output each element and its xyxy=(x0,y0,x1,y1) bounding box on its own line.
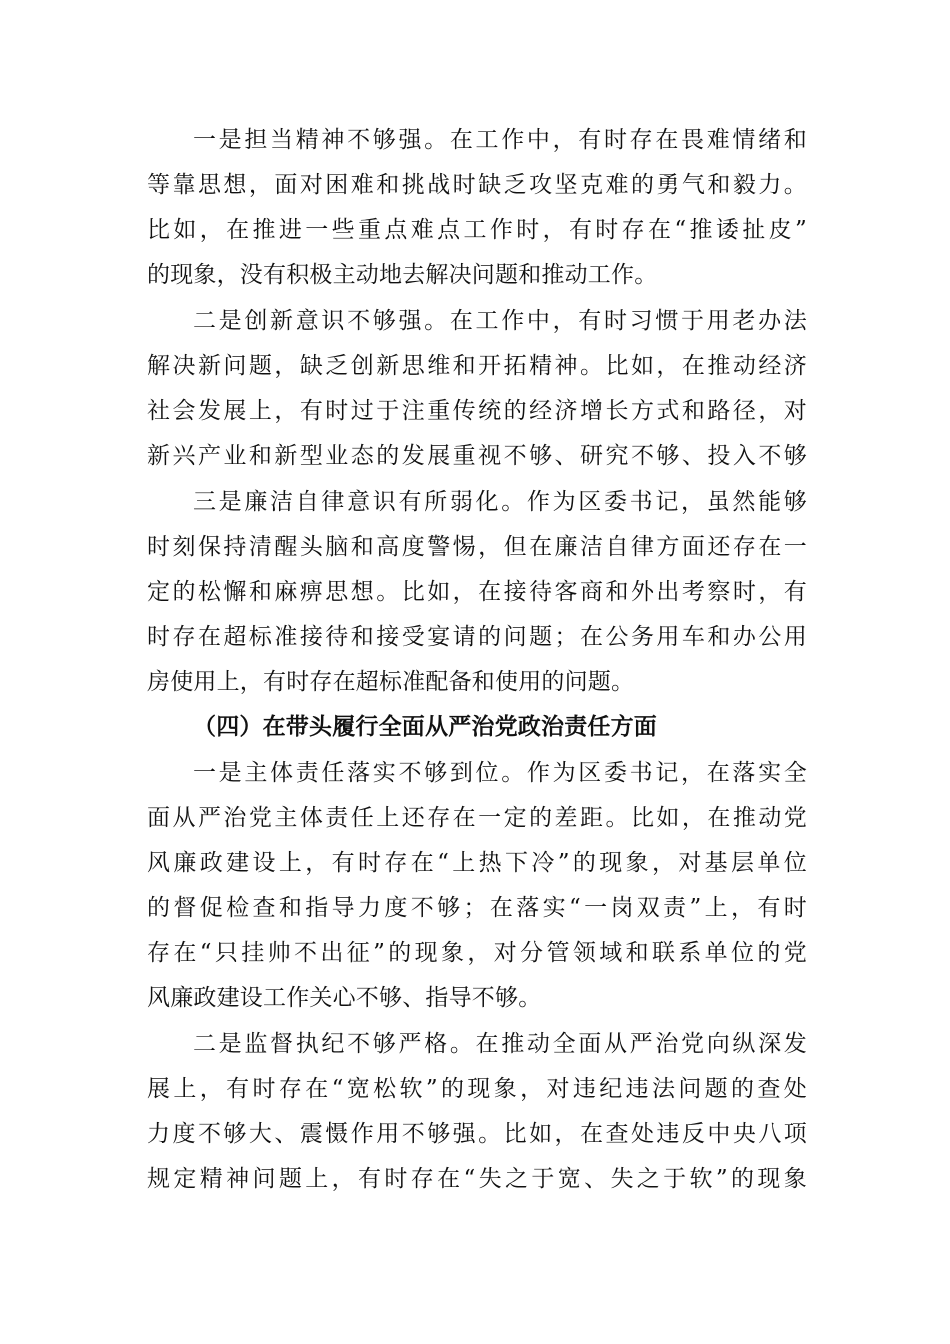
paragraph-3-line-2: 时刻保持清醒头脑和高度警惕，但在廉洁自律方面还存在一 xyxy=(147,534,807,560)
paragraph-1-line-2: 等靠思想，面对困难和挑战时缺乏攻坚克难的勇气和毅力。 xyxy=(147,172,807,198)
paragraph-2-line-4: 新兴产业和新型业态的发展重视不够、研究不够、投入不够 xyxy=(147,443,807,469)
paragraph-3-line-5: 房使用上，有时存在超标准配备和使用的问题。 xyxy=(147,669,635,695)
paragraph-4-line-6: 风廉政建设工作关心不够、指导不够。 xyxy=(147,985,542,1011)
paragraph-3-line-1: 三是廉洁自律意识有所弱化。作为区委书记，虽然能够 xyxy=(193,489,807,515)
paragraph-2-line-1: 二是创新意识不够强。在工作中，有时习惯于用老办法 xyxy=(193,308,807,334)
paragraph-4-line-3: 风廉政建设上，有时存在“上热下冷”的现象，对基层单位 xyxy=(147,850,807,876)
paragraph-5-line-1: 二是监督执纪不够严格。在推动全面从严治党向纵深发 xyxy=(193,1031,807,1057)
paragraph-2-line-3: 社会发展上，有时过于注重传统的经济增长方式和路径，对 xyxy=(147,398,807,424)
paragraph-1-line-4: 的现象，没有积极主动地去解决问题和推动工作。 xyxy=(147,262,658,288)
paragraph-1-line-3: 比如，在推进一些重点难点工作时，有时存在“推诿扯皮” xyxy=(147,217,807,243)
paragraph-5-line-3: 力度不够大、震慑作用不够强。比如，在查处违反中央八项 xyxy=(147,1121,807,1147)
paragraph-3-line-3: 定的松懈和麻痹思想。比如，在接待客商和外出考察时，有 xyxy=(147,579,807,605)
paragraph-2-line-2: 解决新问题，缺乏创新思维和开拓精神。比如，在推动经济 xyxy=(147,353,807,379)
paragraph-4-line-5: 存在“只挂帅不出征”的现象，对分管领域和联系单位的党 xyxy=(147,940,807,966)
paragraph-4-line-4: 的督促检查和指导力度不够；在落实“一岗双责”上，有时 xyxy=(147,895,807,921)
paragraph-5-line-2: 展上，有时存在“宽松软”的现象，对违纪违法问题的查处 xyxy=(147,1076,807,1102)
paragraph-3-line-4: 时存在超标准接待和接受宴请的问题；在公务用车和办公用 xyxy=(147,624,807,650)
section-heading-4: （四）在带头履行全面从严治党政治责任方面 xyxy=(193,713,657,740)
paragraph-4-line-2: 面从严治党主体责任上还存在一定的差距。比如，在推动党 xyxy=(147,805,807,831)
paragraph-4-line-1: 一是主体责任落实不够到位。作为区委书记，在落实全 xyxy=(193,760,807,786)
paragraph-1-line-1: 一是担当精神不够强。在工作中，有时存在畏难情绪和 xyxy=(193,127,807,153)
paragraph-5-line-4: 规定精神问题上，有时存在“失之于宽、失之于软”的现象 xyxy=(147,1166,807,1192)
